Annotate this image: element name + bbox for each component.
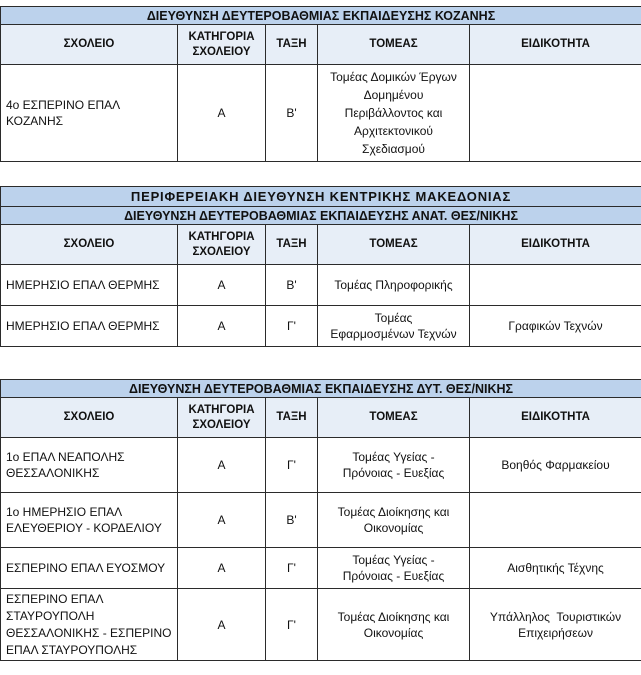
specialty-cell [470, 493, 641, 548]
region-title: ΠΕΡΙΦΕΡΕΙΑΚΗ ΔΙΕΥΘΥΝΣΗ ΚΕΝΤΡΙΚΗΣ ΜΑΚΕΔΟΝΙΑΣ [1, 187, 641, 207]
header-sector: ΤΟΜΕΑΣ [318, 25, 470, 65]
category-cell: Α [178, 589, 266, 661]
header-category: ΚΑΤΗΓΟΡΙΑ ΣΧΟΛΕΙΟΥ [178, 25, 266, 65]
header-sector: ΤΟΜΕΑΣ [318, 225, 470, 265]
section-title: ΔΙΕΥΘΥΝΣΗ ΔΕΥΤΕΡΟΒΑΘΜΙΑΣ ΕΚΠΑΙΔΕΥΣΗΣ ΚΟΖΑΝΗΣ [1, 7, 641, 25]
school-cell: 1ο ΕΠΑΛ ΝΕΑΠΟΛΗΣ ΘΕΣΣΑΛΟΝΙΚΗΣ [1, 438, 178, 493]
category-cell: Α [178, 548, 266, 589]
table-row [1, 65, 641, 162]
class-cell: Β' [266, 265, 318, 306]
header-specialty: ΕΙΔΙΚΟΤΗΤΑ [470, 398, 641, 438]
specialty-cell: Βοηθός Φαρμακείου [470, 438, 641, 493]
category-cell: Α [178, 265, 266, 306]
specialty-cell [470, 265, 641, 306]
category-cell: Α [178, 65, 266, 162]
specialty-cell: Υπάλληλος Τουριστικών Επιχειρήσεων [470, 589, 641, 661]
specialty-cell [470, 65, 641, 162]
category-cell: Α [178, 438, 266, 493]
table-anat-thessaloniki [0, 186, 641, 347]
header-row [1, 25, 641, 65]
header-class: ΤΑΞΗ [266, 398, 318, 438]
class-cell: Γ' [266, 438, 318, 493]
section-title-row [1, 207, 641, 225]
header-row [1, 398, 641, 438]
header-school: ΣΧΟΛΕΙΟ [1, 398, 178, 438]
sector-cell: Τομέας Πληροφορικής [318, 265, 470, 306]
section-title: ΔΙΕΥΘΥΝΣΗ ΔΕΥΤΕΡΟΒΑΘΜΙΑΣ ΕΚΠΑΙΔΕΥΣΗΣ ΑΝΑΤ. ΘΕΣ/ΝΙΚΗΣ [1, 207, 641, 225]
class-cell: Γ' [266, 589, 318, 661]
header-specialty: ΕΙΔΙΚΟΤΗΤΑ [470, 225, 641, 265]
school-cell: ΕΣΠΕΡΙΝΟ ΕΠΑΛ ΣΤΑΥΡΟΥΠΟΛΗ ΘΕΣΣΑΛΟΝΙΚΗΣ - ΕΣΠΕΡΙΝΟ ΕΠΑΛ ΣΤΑΥΡΟΥΠΟΛΗΣ [1, 589, 178, 661]
category-cell: Α [178, 306, 266, 347]
header-class: ΤΑΞΗ [266, 25, 318, 65]
table-row [1, 306, 641, 347]
section-title-row [1, 380, 641, 398]
sector-cell: Τομέας Υγείας - Πρόνοιας - Ευεξίας [318, 548, 470, 589]
table-row [1, 493, 641, 548]
sector-cell: Τομέας Διοίκησης και Οικονομίας [318, 493, 470, 548]
category-cell: Α [178, 493, 266, 548]
school-cell: 4ο ΕΣΠΕΡΙΝΟ ΕΠΑΛ ΚΟΖΑΝΗΣ [1, 65, 178, 162]
sector-cell: Τομέας Εφαρμοσμένων Τεχνών [318, 306, 470, 347]
table-dyt-thessaloniki [0, 379, 641, 661]
table-kozani [0, 6, 641, 162]
class-cell: Β' [266, 65, 318, 162]
sector-cell: Τομέας Δομικών Έργων Δομημένου Περιβάλλοντος και Αρχιτεκτονικού Σχεδιασμού [318, 65, 470, 162]
table-row [1, 438, 641, 493]
section-title-row [1, 7, 641, 25]
specialty-cell: Αισθητικής Τέχνης [470, 548, 641, 589]
section-title: ΔΙΕΥΘΥΝΣΗ ΔΕΥΤΕΡΟΒΑΘΜΙΑΣ ΕΚΠΑΙΔΕΥΣΗΣ ΔΥΤ. ΘΕΣ/ΝΙΚΗΣ [1, 380, 641, 398]
sector-cell: Τομέας Διοίκησης και Οικονομίας [318, 589, 470, 661]
header-school: ΣΧΟΛΕΙΟ [1, 25, 178, 65]
table-row [1, 548, 641, 589]
class-cell: Γ' [266, 548, 318, 589]
header-school: ΣΧΟΛΕΙΟ [1, 225, 178, 265]
school-cell: ΕΣΠΕΡΙΝΟ ΕΠΑΛ ΕΥΟΣΜΟΥ [1, 548, 178, 589]
table-row [1, 589, 641, 661]
header-specialty: ΕΙΔΙΚΟΤΗΤΑ [470, 25, 641, 65]
school-cell: 1ο ΗΜΕΡΗΣΙΟ ΕΠΑΛ ΕΛΕΥΘΕΡΙΟΥ - ΚΟΡΔΕΛΙΟΥ [1, 493, 178, 548]
header-category: ΚΑΤΗΓΟΡΙΑ ΣΧΟΛΕΙΟΥ [178, 225, 266, 265]
header-class: ΤΑΞΗ [266, 225, 318, 265]
specialty-cell: Γραφικών Τεχνών [470, 306, 641, 347]
class-cell: Β' [266, 493, 318, 548]
header-sector: ΤΟΜΕΑΣ [318, 398, 470, 438]
table-row [1, 265, 641, 306]
header-category: ΚΑΤΗΓΟΡΙΑ ΣΧΟΛΕΙΟΥ [178, 398, 266, 438]
sector-cell: Τομέας Υγείας - Πρόνοιας - Ευεξίας [318, 438, 470, 493]
region-title-row [1, 187, 641, 207]
school-cell: ΗΜΕΡΗΣΙΟ ΕΠΑΛ ΘΕΡΜΗΣ [1, 306, 178, 347]
school-cell: ΗΜΕΡΗΣΙΟ ΕΠΑΛ ΘΕΡΜΗΣ [1, 265, 178, 306]
header-row [1, 225, 641, 265]
class-cell: Γ' [266, 306, 318, 347]
